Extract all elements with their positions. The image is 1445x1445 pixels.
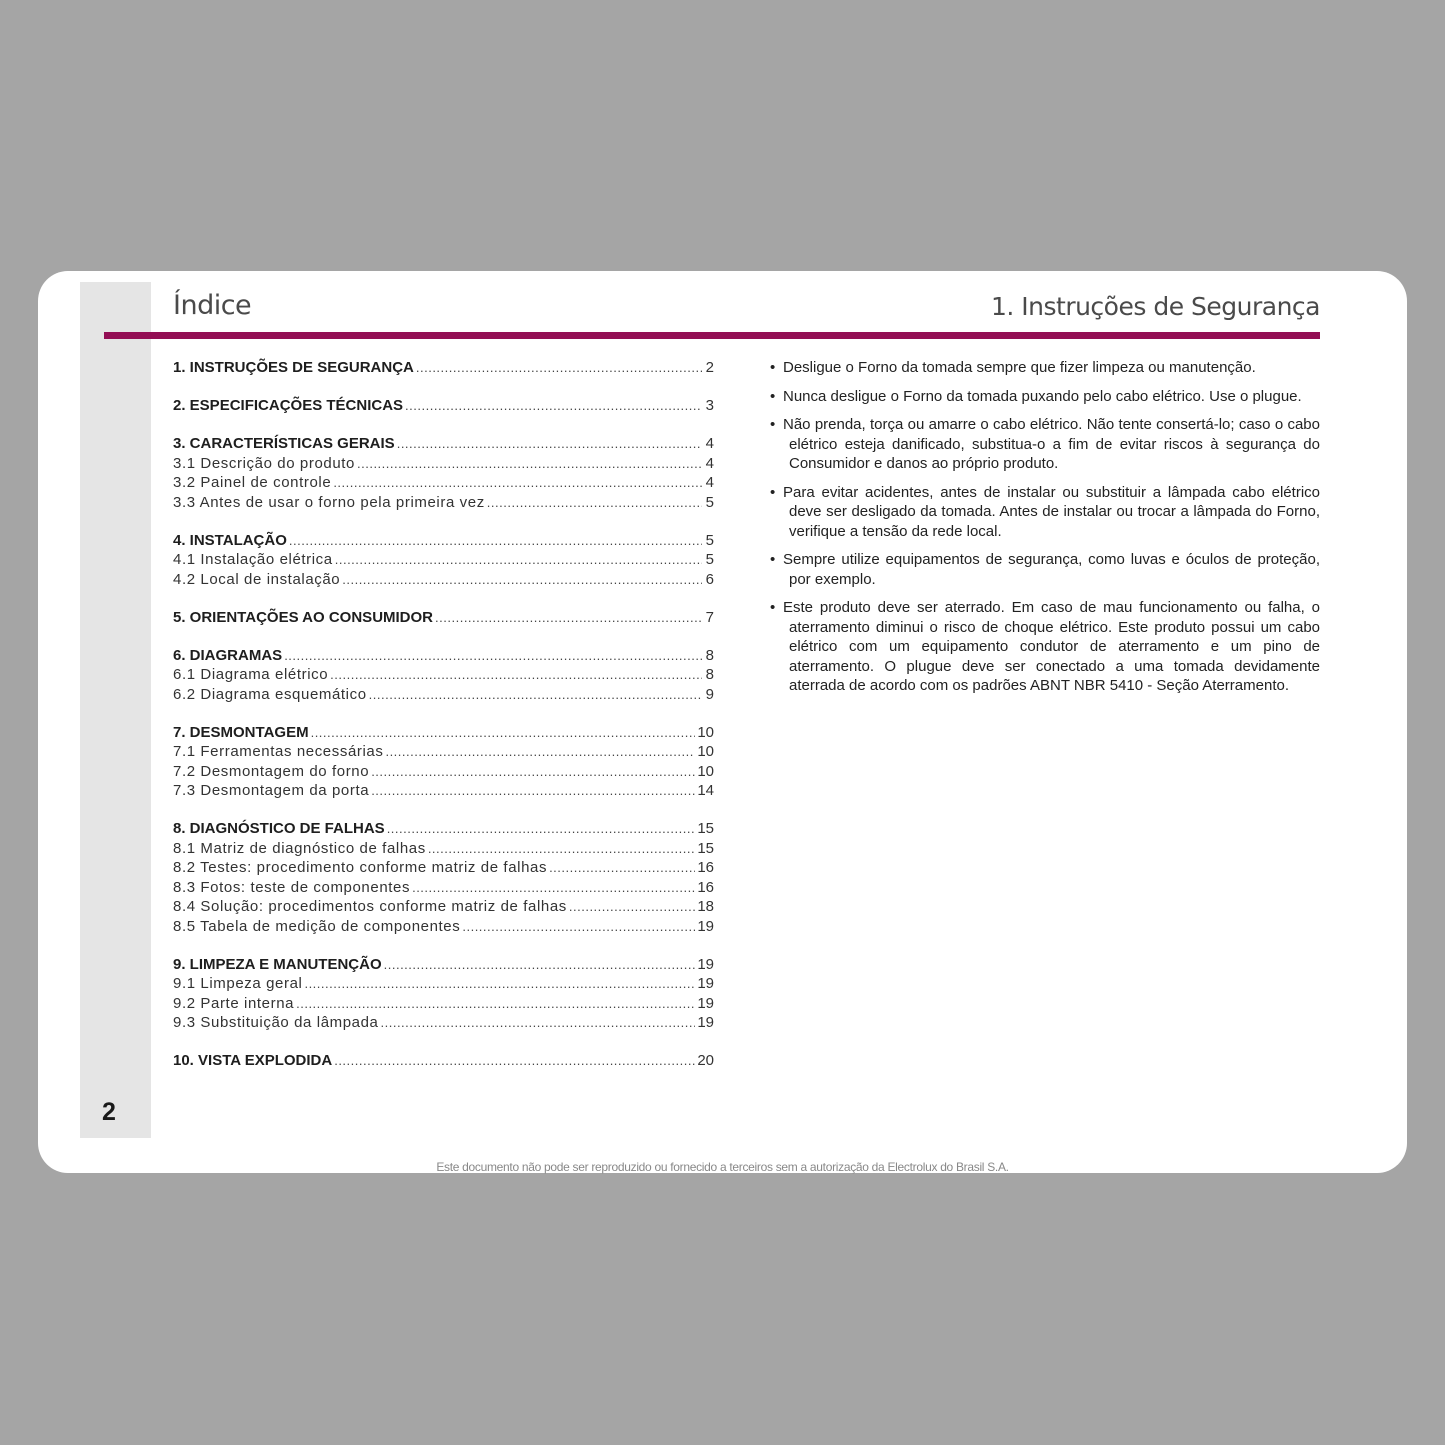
toc-dot-leader bbox=[371, 762, 695, 782]
toc-subsection-entry[interactable] bbox=[173, 839, 714, 859]
safety-bullet-text: Desligue o Forno da tomada sempre que fizer limpeza ou manutenção. bbox=[783, 359, 1256, 376]
toc-entry-page: 8 bbox=[705, 646, 714, 664]
toc-entry-label: 9.1 Limpeza geral bbox=[173, 975, 303, 992]
toc-entry-label: 6. DIAGRAMAS bbox=[173, 646, 283, 664]
toc-entry-page: 5 bbox=[705, 531, 714, 549]
page-number: 2 bbox=[102, 1098, 116, 1126]
toc-group bbox=[173, 955, 714, 1033]
toc-dot-leader bbox=[334, 1051, 695, 1071]
toc-dot-leader bbox=[330, 665, 702, 685]
toc-group bbox=[173, 396, 714, 416]
toc-dot-leader bbox=[335, 550, 702, 570]
toc-section-entry[interactable] bbox=[173, 396, 714, 416]
page-side-band bbox=[80, 282, 151, 1138]
toc-entry-label: 9. LIMPEZA E MANUTENÇÃO bbox=[173, 955, 382, 973]
toc-entry-label: 9.2 Parte interna bbox=[173, 994, 295, 1012]
toc-entry-page: 4 bbox=[705, 435, 714, 452]
toc-dot-leader bbox=[549, 858, 695, 878]
toc-dot-leader bbox=[397, 434, 702, 454]
toc-entry-label: 8.5 Tabela de medição de componentes bbox=[173, 917, 461, 935]
bullet-icon: • bbox=[770, 387, 776, 405]
toc-entry-page: 15 bbox=[697, 820, 714, 837]
toc-dot-leader bbox=[342, 570, 702, 590]
toc-group bbox=[173, 723, 714, 801]
safety-bullet bbox=[770, 415, 1320, 474]
toc-dot-leader bbox=[304, 974, 695, 994]
toc-entry-page: 4 bbox=[705, 454, 714, 472]
toc-dot-leader bbox=[487, 493, 702, 513]
toc-entry-page: 3 bbox=[705, 397, 714, 414]
toc-dot-leader bbox=[412, 878, 695, 898]
toc-dot-leader bbox=[416, 358, 702, 378]
toc-entry-label: 4.1 Instalação elétrica bbox=[173, 551, 333, 568]
toc-entry-label: 3. CARACTERÍSTICAS GERAIS bbox=[173, 435, 395, 452]
toc-group bbox=[173, 608, 714, 628]
toc-subsection-entry[interactable] bbox=[173, 994, 714, 1014]
toc-subsection-entry[interactable] bbox=[173, 858, 714, 878]
toc-dot-leader bbox=[387, 819, 696, 839]
toc-entry-label: 3.1 Descrição do produto bbox=[173, 454, 355, 472]
toc-group bbox=[173, 358, 714, 378]
safety-bullet-text: Sempre utilize equipamentos de segurança, como luvas e óculos de proteção, por exemplo. bbox=[783, 551, 1320, 588]
toc-dot-leader bbox=[381, 1013, 696, 1033]
toc-entry-page: 15 bbox=[697, 839, 714, 857]
safety-instructions-list bbox=[770, 358, 1320, 705]
toc-entry-label: 8.2 Testes: procedimento conforme matriz de falhas bbox=[173, 859, 548, 876]
toc-subsection-entry[interactable] bbox=[173, 762, 714, 782]
toc-section-entry[interactable] bbox=[173, 819, 714, 839]
toc-dot-leader bbox=[311, 723, 696, 743]
table-of-contents bbox=[173, 358, 714, 1089]
toc-entry-label: 5. ORIENTAÇÕES AO CONSUMIDOR bbox=[173, 608, 434, 626]
toc-subsection-entry[interactable] bbox=[173, 974, 714, 994]
toc-section-entry[interactable] bbox=[173, 434, 714, 454]
toc-entry-label: 1. INSTRUÇÕES DE SEGURANÇA bbox=[173, 359, 414, 376]
bullet-icon: • bbox=[770, 551, 776, 568]
toc-subsection-entry[interactable] bbox=[173, 742, 714, 762]
toc-section-entry[interactable] bbox=[173, 1051, 714, 1071]
toc-entry-page: 20 bbox=[697, 1052, 714, 1069]
toc-subsection-entry[interactable] bbox=[173, 454, 714, 474]
toc-entry-page: 5 bbox=[705, 551, 714, 568]
toc-dot-leader bbox=[405, 396, 702, 416]
toc-entry-page: 19 bbox=[697, 1014, 714, 1031]
toc-entry-page: 6 bbox=[705, 570, 714, 588]
toc-entry-page: 10 bbox=[697, 723, 714, 741]
toc-subsection-entry[interactable] bbox=[173, 878, 714, 898]
toc-entry-label: 8.3 Fotos: teste de componentes bbox=[173, 878, 411, 896]
safety-bullet-text: Para evitar acidentes, antes de instalar ou substituir a lâmpada cabo elétrico deve ser desligado da tomada. Antes de instalar ou trocar a lâmpada do Forno, verifique a tensão da rede local. bbox=[783, 483, 1320, 540]
toc-entry-page: 14 bbox=[697, 782, 714, 799]
toc-entry-page: 19 bbox=[697, 994, 714, 1012]
toc-dot-leader bbox=[296, 994, 695, 1014]
safety-bullet-text: Nunca desligue o Forno da tomada puxando pelo cabo elétrico. Use o plugue. bbox=[783, 387, 1302, 405]
toc-entry-page: 16 bbox=[697, 878, 714, 896]
toc-entry-page: 10 bbox=[697, 762, 714, 780]
footer-disclaimer: Este documento não pode ser reproduzido ou fornecido a terceiros sem a autorização da Electrolux do Brasil S.A. bbox=[436, 1160, 1009, 1174]
toc-entry-page: 19 bbox=[697, 955, 714, 973]
toc-dot-leader bbox=[284, 646, 702, 666]
toc-subsection-entry[interactable] bbox=[173, 550, 714, 570]
safety-bullet-text: Não prenda, torça ou amarre o cabo elétrico. Não tente consertá-lo; caso o cabo elétrico esteja danificado, substitua-o a fim de evitar riscos à segurança do Consumidor e danos ao próprio produto. bbox=[783, 416, 1320, 472]
toc-entry-page: 18 bbox=[697, 898, 714, 915]
toc-group bbox=[173, 434, 714, 512]
bullet-icon: • bbox=[770, 416, 776, 433]
toc-dot-leader bbox=[462, 917, 695, 937]
bullet-icon: • bbox=[770, 599, 776, 616]
bullet-icon: • bbox=[770, 483, 776, 501]
toc-dot-leader bbox=[333, 473, 702, 493]
toc-section-entry[interactable] bbox=[173, 531, 714, 551]
toc-entry-label: 8.1 Matriz de diagnóstico de falhas bbox=[173, 839, 426, 857]
toc-section-entry[interactable] bbox=[173, 646, 714, 666]
section-title: 1. Instruções de Segurança bbox=[990, 292, 1320, 321]
toc-group bbox=[173, 646, 714, 705]
toc-entry-label: 2. ESPECIFICAÇÕES TÉCNICAS bbox=[173, 397, 404, 414]
toc-subsection-entry[interactable] bbox=[173, 493, 714, 513]
toc-dot-leader bbox=[384, 955, 696, 975]
toc-entry-label: 8.4 Solução: procedimentos conforme matriz de falhas bbox=[173, 898, 567, 915]
toc-entry-label: 6.2 Diagrama esquemático bbox=[173, 685, 367, 703]
toc-entry-page: 7 bbox=[705, 608, 714, 626]
toc-subsection-entry[interactable] bbox=[173, 570, 714, 590]
toc-subsection-entry[interactable] bbox=[173, 1013, 714, 1033]
toc-dot-leader bbox=[371, 781, 695, 801]
toc-subsection-entry[interactable] bbox=[173, 897, 714, 917]
toc-section-entry[interactable] bbox=[173, 358, 714, 378]
toc-dot-leader bbox=[289, 531, 702, 551]
toc-dot-leader bbox=[435, 608, 702, 628]
safety-bullet bbox=[770, 550, 1320, 589]
toc-dot-leader bbox=[369, 685, 702, 705]
safety-bullet bbox=[770, 483, 1320, 542]
toc-group bbox=[173, 1051, 714, 1071]
toc-dot-leader bbox=[357, 454, 702, 474]
toc-entry-label: 3.3 Antes de usar o forno pela primeira vez bbox=[173, 493, 485, 511]
toc-entry-label: 7. DESMONTAGEM bbox=[173, 723, 309, 741]
safety-bullet bbox=[770, 598, 1320, 696]
header-rule bbox=[104, 332, 1320, 339]
footer-container bbox=[0, 1160, 1445, 1174]
toc-entry-label: 7.3 Desmontagem da porta bbox=[173, 782, 370, 799]
toc-entry-label: 8. DIAGNÓSTICO DE FALHAS bbox=[173, 820, 385, 837]
index-title: Índice bbox=[173, 290, 252, 321]
toc-entry-page: 10 bbox=[697, 743, 714, 760]
toc-entry-label: 4.2 Local de instalação bbox=[173, 570, 341, 588]
toc-group bbox=[173, 819, 714, 936]
toc-entry-page: 9 bbox=[705, 685, 714, 703]
toc-entry-label: 6.1 Diagrama elétrico bbox=[173, 666, 329, 683]
toc-dot-leader bbox=[385, 742, 695, 762]
toc-entry-page: 19 bbox=[697, 917, 714, 935]
toc-group bbox=[173, 531, 714, 590]
toc-subsection-entry[interactable] bbox=[173, 665, 714, 685]
toc-subsection-entry[interactable] bbox=[173, 781, 714, 801]
toc-entry-page: 16 bbox=[697, 859, 714, 876]
toc-dot-leader bbox=[428, 839, 696, 859]
toc-entry-page: 8 bbox=[705, 666, 714, 683]
toc-entry-label: 9.3 Substituição da lâmpada bbox=[173, 1014, 379, 1031]
toc-section-entry[interactable] bbox=[173, 723, 714, 743]
toc-entry-page: 2 bbox=[705, 359, 714, 376]
toc-subsection-entry[interactable] bbox=[173, 685, 714, 705]
toc-entry-label: 3.2 Painel de controle bbox=[173, 474, 332, 491]
toc-subsection-entry[interactable] bbox=[173, 473, 714, 493]
toc-entry-page: 19 bbox=[697, 975, 714, 992]
toc-entry-label: 7.1 Ferramentas necessárias bbox=[173, 743, 384, 760]
toc-entry-label: 10. VISTA EXPLODIDA bbox=[173, 1052, 333, 1069]
toc-dot-leader bbox=[569, 897, 695, 917]
toc-subsection-entry[interactable] bbox=[173, 917, 714, 937]
safety-bullet-text: Este produto deve ser aterrado. Em caso de mau funcionamento ou falha, o aterramento diminui o risco de choque elétrico. Este produto possui um cabo elétrico com um equipamento condutor de aterramento e um pino de aterramento. O plugue deve ser conectado a uma tomada devidamente aterrada de acordo com os padrões ABNT NBR 5410 - Seção Aterramento. bbox=[783, 599, 1320, 694]
toc-section-entry[interactable] bbox=[173, 608, 714, 628]
safety-bullet bbox=[770, 387, 1320, 407]
toc-entry-label: 4. INSTALAÇÃO bbox=[173, 531, 287, 549]
bullet-icon: • bbox=[770, 359, 776, 376]
toc-entry-page: 5 bbox=[705, 493, 714, 511]
toc-entry-page: 4 bbox=[705, 474, 714, 491]
toc-section-entry[interactable] bbox=[173, 955, 714, 975]
safety-bullet bbox=[770, 358, 1320, 378]
toc-entry-label: 7.2 Desmontagem do forno bbox=[173, 762, 370, 780]
